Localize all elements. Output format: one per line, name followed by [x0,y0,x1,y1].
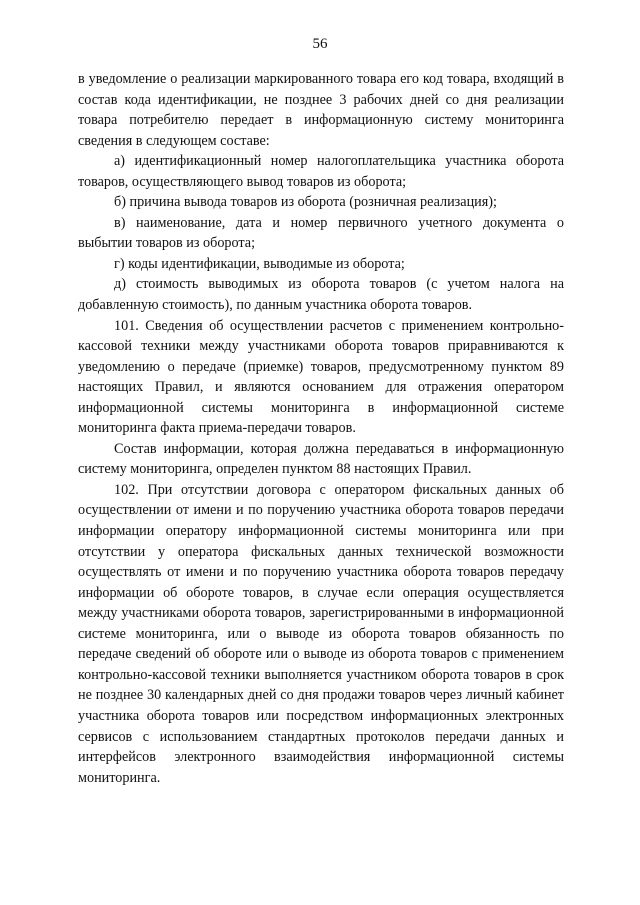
paragraph-intro: в уведомление о реализации маркированного товара его код товара, входящий в состав кода идентификации, не позднее 3 рабочих дней со дня реализации товара потребителю передает в информационную систему мониторинга сведения в следующем составе: [78,71,564,149]
list-item-g: г) коды идентификации, выводимые из оборота; [114,255,405,272]
list-item-d: д) стоимость выводимых из оборота товаров (с учетом налога на добавленную стоимость), по данным участника оборота товаров. [78,276,564,314]
paragraph-101-composition: Состав информации, которая должна передаваться в информационную систему мониторинга, определен пунктом 88 настоящих Правил. [78,440,564,478]
paragraph-102: 102. При отсутствии договора с оператором фискальных данных об осуществлении от имени и по поручению участника оборота товаров передачи информации оператору информационной системы мониторинга или при отсутствии у оператора фискальных данных технической возможности осуществлять от имени и по поручению участника оборота товаров передачу информации об обороте товаров, в случае если операция осуществляется между участниками оборота товаров, зарегистрированными в информационной системе мониторинга, или о выводе из оборота товаров обязанность по передаче сведений об обороте или о выводе из оборота товаров с применением контрольно-кассовой техники выполняется участником оборота товаров в срок не позднее 30 календарных дней со дня продажи товаров через личный кабинет участника оборота товаров или посредством информационных электронных сервисов с использованием стандартных протоколов передачи данных и интерфейсов электронного взаимодействия информационной системы мониторинга. [78,481,564,786]
list-item-a: а) идентификационный номер налогоплательщика участника оборота товаров, осуществляющего вывод товаров из оборота; [78,153,564,190]
document-body [78,69,564,788]
list-item-v: в) наименование, дата и номер первичного учетного документа о выбытии товаров из оборота; [78,214,564,252]
list-item-b: б) причина вывода товаров из оборота (розничная реализация); [114,194,497,211]
paragraph-101: 101. Сведения об осуществлении расчетов с применением контрольно-кассовой техники между участниками оборота товаров приравниваются к уведомлению о передаче (приемке) товаров, предусмотренному пунктом 89 настоящих Правил, и являются основанием для отражения оператором информационной системы мониторинга в информационной системе мониторинга факта приема-передачи товаров. [78,317,564,437]
page-number: 56 [312,36,328,52]
